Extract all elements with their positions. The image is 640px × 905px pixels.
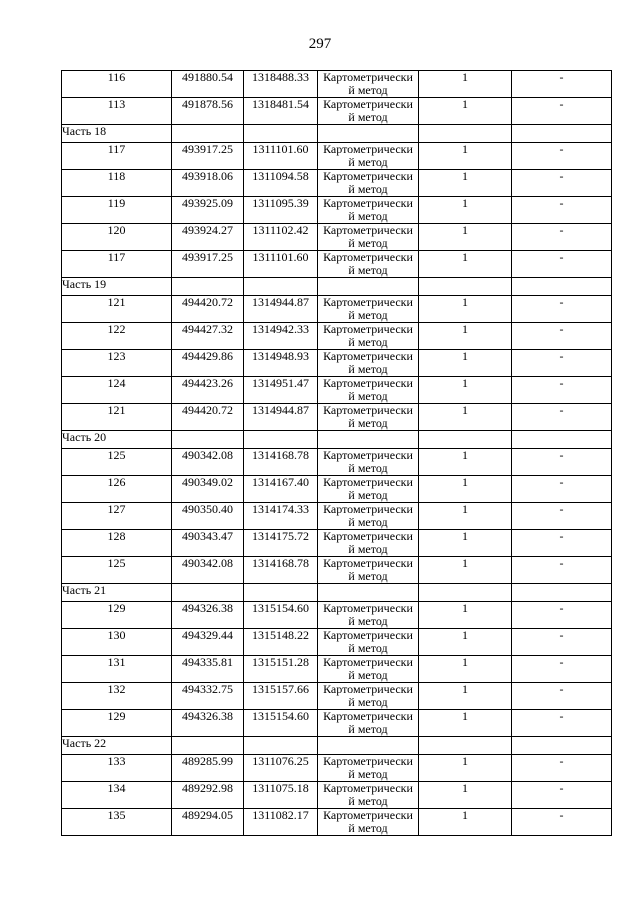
method-cell [318,377,419,404]
coord-y: 1311101.60 [244,251,318,278]
method-line-2: й метод [348,722,388,736]
empty-cell [512,737,612,755]
table-row [62,170,612,197]
coord-x: 489285.99 [172,755,244,782]
method-cell [318,98,419,125]
method-cell [318,197,419,224]
part-label: Часть 21 [62,584,172,602]
coord-x: 494427.32 [172,323,244,350]
method-line-2: й метод [348,155,388,169]
accuracy: 1 [419,476,512,503]
accuracy: 1 [419,710,512,737]
empty-cell [512,584,612,602]
empty-cell [318,278,419,296]
table-row [62,323,612,350]
description: - [512,143,612,170]
point-number: 127 [62,503,172,530]
description: - [512,170,612,197]
coord-y: 1314942.33 [244,323,318,350]
method-line-2: й метод [348,461,388,475]
description: - [512,602,612,629]
part-label: Часть 19 [62,278,172,296]
method-cell [318,782,419,809]
accuracy: 1 [419,782,512,809]
empty-cell [318,737,419,755]
coord-y: 1314174.33 [244,503,318,530]
description: - [512,476,612,503]
table-row [62,683,612,710]
method-cell [318,143,419,170]
method-cell [318,503,419,530]
method-cell [318,710,419,737]
method-line-1: Картометрически [323,529,413,543]
method-cell [318,251,419,278]
accuracy: 1 [419,224,512,251]
method-line-2: й метод [348,263,388,277]
coord-x: 489294.05 [172,809,244,836]
coord-x: 493925.09 [172,197,244,224]
empty-cell [512,125,612,143]
method-line-1: Картометрически [323,556,413,570]
table-row [62,251,612,278]
table-row [62,377,612,404]
method-cell [318,350,419,377]
accuracy: 1 [419,530,512,557]
method-cell [318,170,419,197]
part-header-row [62,584,612,602]
description: - [512,350,612,377]
coord-x: 493917.25 [172,251,244,278]
point-number: 125 [62,449,172,476]
method-cell [318,602,419,629]
method-cell [318,71,419,98]
coord-x: 494429.86 [172,350,244,377]
accuracy: 1 [419,323,512,350]
coord-y: 1311094.58 [244,170,318,197]
coord-y: 1311075.18 [244,782,318,809]
method-line-1: Картометрически [323,601,413,615]
method-line-1: Картометрически [323,403,413,417]
method-line-1: Картометрически [323,322,413,336]
point-number: 132 [62,683,172,710]
method-line-2: й метод [348,362,388,376]
description: - [512,449,612,476]
method-cell [318,449,419,476]
empty-cell [172,278,244,296]
point-number: 130 [62,629,172,656]
coord-x: 490349.02 [172,476,244,503]
description: - [512,224,612,251]
table-row [62,629,612,656]
description: - [512,683,612,710]
method-line-2: й метод [348,182,388,196]
empty-cell [419,125,512,143]
method-line-1: Картометрически [323,502,413,516]
accuracy: 1 [419,143,512,170]
empty-cell [244,125,318,143]
coord-x: 494423.26 [172,377,244,404]
point-number: 117 [62,143,172,170]
method-line-1: Картометрически [323,196,413,210]
empty-cell [512,431,612,449]
coord-y: 1314948.93 [244,350,318,377]
part-label: Часть 20 [62,431,172,449]
method-cell [318,224,419,251]
accuracy: 1 [419,170,512,197]
point-number: 135 [62,809,172,836]
point-number: 129 [62,710,172,737]
point-number: 131 [62,656,172,683]
method-line-2: й метод [348,695,388,709]
method-line-2: й метод [348,335,388,349]
accuracy: 1 [419,98,512,125]
accuracy: 1 [419,656,512,683]
point-number: 118 [62,170,172,197]
point-number: 121 [62,404,172,431]
coord-x: 494420.72 [172,296,244,323]
point-number: 121 [62,296,172,323]
coordinates-table [61,70,612,836]
empty-cell [172,737,244,755]
table-row [62,710,612,737]
point-number: 117 [62,251,172,278]
description: - [512,377,612,404]
point-number: 119 [62,197,172,224]
coord-y: 1314944.87 [244,296,318,323]
coord-y: 1318481.54 [244,98,318,125]
method-line-2: й метод [348,488,388,502]
description: - [512,629,612,656]
method-cell [318,476,419,503]
description: - [512,809,612,836]
accuracy: 1 [419,629,512,656]
method-line-1: Картометрически [323,781,413,795]
empty-cell [244,278,318,296]
method-cell [318,296,419,323]
description: - [512,296,612,323]
accuracy: 1 [419,557,512,584]
method-line-2: й метод [348,542,388,556]
method-cell [318,809,419,836]
point-number: 133 [62,755,172,782]
coord-x: 494420.72 [172,404,244,431]
point-number: 126 [62,476,172,503]
coord-y: 1314168.78 [244,557,318,584]
method-cell [318,629,419,656]
coord-y: 1314944.87 [244,404,318,431]
table-row [62,782,612,809]
empty-cell [419,431,512,449]
method-line-1: Картометрически [323,349,413,363]
method-line-1: Картометрически [323,682,413,696]
method-line-2: й метод [348,209,388,223]
table-row [62,197,612,224]
accuracy: 1 [419,251,512,278]
coord-x: 493918.06 [172,170,244,197]
table-row [62,809,612,836]
method-line-1: Картометрически [323,169,413,183]
table-row [62,602,612,629]
coord-y: 1314168.78 [244,449,318,476]
coord-y: 1311076.25 [244,755,318,782]
method-cell [318,404,419,431]
part-label: Часть 18 [62,125,172,143]
point-number: 113 [62,98,172,125]
method-line-2: й метод [348,767,388,781]
empty-cell [318,431,419,449]
accuracy: 1 [419,296,512,323]
description: - [512,404,612,431]
method-line-1: Картометрически [323,754,413,768]
description: - [512,323,612,350]
method-cell [318,557,419,584]
point-number: 128 [62,530,172,557]
coord-x: 494326.38 [172,710,244,737]
method-line-2: й метод [348,83,388,97]
description: - [512,251,612,278]
method-line-2: й метод [348,821,388,835]
description: - [512,710,612,737]
accuracy: 1 [419,755,512,782]
description: - [512,503,612,530]
table-row [62,71,612,98]
part-header-row [62,125,612,143]
empty-cell [419,278,512,296]
coord-x: 494332.75 [172,683,244,710]
empty-cell [318,584,419,602]
method-line-2: й метод [348,641,388,655]
method-cell [318,683,419,710]
description: - [512,782,612,809]
method-line-2: й метод [348,794,388,808]
method-line-2: й метод [348,416,388,430]
point-number: 120 [62,224,172,251]
description: - [512,557,612,584]
part-header-row [62,737,612,755]
coord-y: 1311095.39 [244,197,318,224]
method-line-1: Картометрически [323,295,413,309]
accuracy: 1 [419,71,512,98]
coord-y: 1311101.60 [244,143,318,170]
coord-x: 490343.47 [172,530,244,557]
coord-x: 490342.08 [172,557,244,584]
description: - [512,530,612,557]
coord-y: 1315148.22 [244,629,318,656]
point-number: 116 [62,71,172,98]
description: - [512,71,612,98]
method-line-1: Картометрически [323,223,413,237]
method-line-1: Картометрически [323,655,413,669]
method-line-2: й метод [348,668,388,682]
table-row [62,476,612,503]
point-number: 124 [62,377,172,404]
method-line-2: й метод [348,515,388,529]
description: - [512,197,612,224]
table-row [62,404,612,431]
coord-y: 1311102.42 [244,224,318,251]
point-number: 123 [62,350,172,377]
coord-x: 490342.08 [172,449,244,476]
empty-cell [172,431,244,449]
part-label: Часть 22 [62,737,172,755]
part-header-row [62,431,612,449]
table-row [62,98,612,125]
empty-cell [419,584,512,602]
coord-y: 1315151.28 [244,656,318,683]
empty-cell [244,584,318,602]
point-number: 125 [62,557,172,584]
coord-y: 1315154.60 [244,602,318,629]
accuracy: 1 [419,404,512,431]
method-line-1: Картометрически [323,808,413,822]
description: - [512,656,612,683]
coord-x: 494329.44 [172,629,244,656]
method-line-2: й метод [348,614,388,628]
method-line-2: й метод [348,389,388,403]
method-line-2: й метод [348,110,388,124]
method-cell [318,755,419,782]
table-row [62,449,612,476]
part-header-row [62,278,612,296]
accuracy: 1 [419,197,512,224]
coord-x: 493924.27 [172,224,244,251]
method-cell [318,530,419,557]
table-row [62,503,612,530]
accuracy: 1 [419,602,512,629]
accuracy: 1 [419,449,512,476]
method-line-1: Картометрически [323,70,413,84]
coord-y: 1315154.60 [244,710,318,737]
accuracy: 1 [419,683,512,710]
method-cell [318,656,419,683]
table-row [62,656,612,683]
table-row [62,296,612,323]
coord-x: 491880.54 [172,71,244,98]
method-line-1: Картометрически [323,628,413,642]
accuracy: 1 [419,809,512,836]
coord-y: 1314175.72 [244,530,318,557]
coord-y: 1315157.66 [244,683,318,710]
method-line-1: Картометрически [323,475,413,489]
empty-cell [419,737,512,755]
table-row [62,350,612,377]
coord-x: 494326.38 [172,602,244,629]
method-line-1: Картометрически [323,448,413,462]
coord-y: 1314167.40 [244,476,318,503]
table-row [62,755,612,782]
method-line-1: Картометрически [323,250,413,264]
method-line-1: Картометрически [323,97,413,111]
accuracy: 1 [419,503,512,530]
point-number: 122 [62,323,172,350]
accuracy: 1 [419,350,512,377]
empty-cell [172,584,244,602]
empty-cell [244,737,318,755]
table-row [62,143,612,170]
coord-y: 1318488.33 [244,71,318,98]
empty-cell [172,125,244,143]
coord-x: 490350.40 [172,503,244,530]
description: - [512,98,612,125]
method-line-2: й метод [348,569,388,583]
coord-x: 494335.81 [172,656,244,683]
empty-cell [318,125,419,143]
point-number: 134 [62,782,172,809]
empty-cell [512,278,612,296]
coord-x: 489292.98 [172,782,244,809]
method-line-1: Картометрически [323,142,413,156]
method-line-2: й метод [348,308,388,322]
method-line-2: й метод [348,236,388,250]
method-line-1: Картометрически [323,376,413,390]
table-row [62,557,612,584]
coord-x: 491878.56 [172,98,244,125]
coord-x: 493917.25 [172,143,244,170]
table-row [62,530,612,557]
accuracy: 1 [419,377,512,404]
point-number: 129 [62,602,172,629]
page-number: 297 [308,36,332,52]
coord-y: 1314951.47 [244,377,318,404]
method-line-1: Картометрически [323,709,413,723]
method-cell [318,323,419,350]
description: - [512,755,612,782]
empty-cell [244,431,318,449]
coord-y: 1311082.17 [244,809,318,836]
table-row [62,224,612,251]
